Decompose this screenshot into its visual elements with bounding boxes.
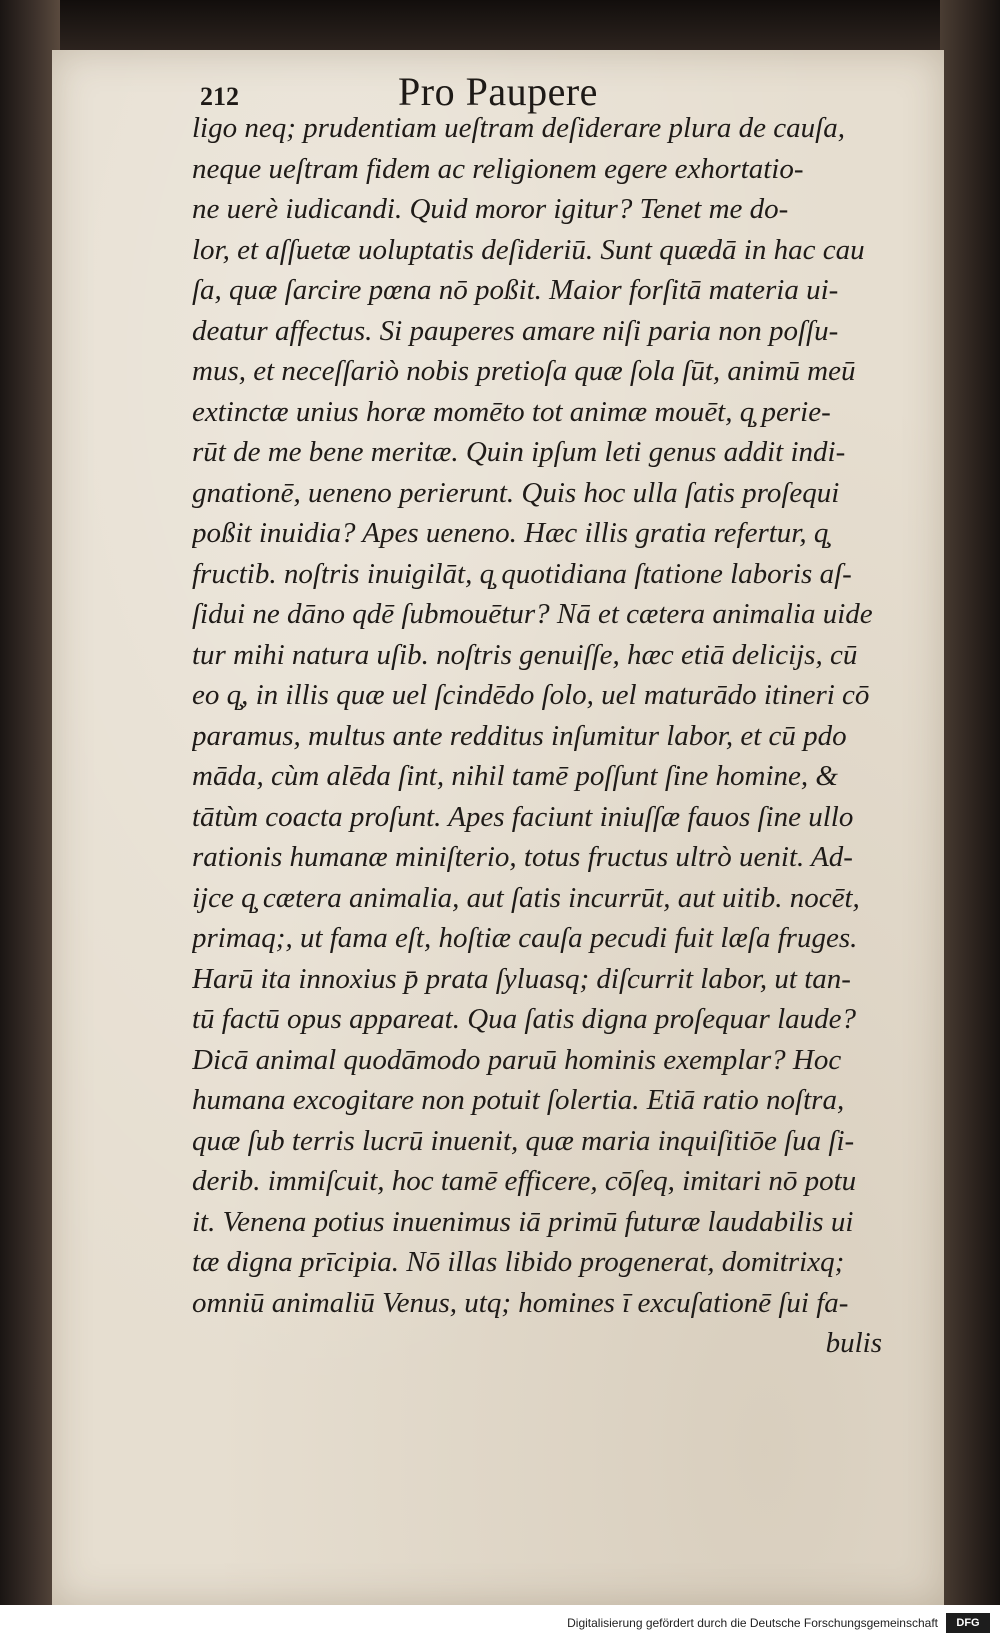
text-line: tātùm coacta proſunt. Apes faciunt iniuſſæ fauos ſine ullo bbox=[192, 800, 854, 833]
text-line: poßit inuidia? Apes ueneno. Hæc illis gratia refertur, q̧ bbox=[192, 517, 829, 549]
text-line: quæ ſub terris lucrū inuenit, quæ maria inquiſitiōe ſua ſi- bbox=[192, 1124, 855, 1157]
text-line: eo q̧, in illis quæ uel ſcindēdo ſolo, uel maturādo itineri cō bbox=[192, 679, 870, 711]
text-line: derib. immiſcuit, hoc tamē efficere, cōſeq, imitari nō potu bbox=[192, 1165, 857, 1197]
text-line: tū factū opus appareat. Qua ſatis digna proſequar laude? bbox=[192, 1003, 857, 1035]
book-edge-top bbox=[0, 0, 1000, 50]
dfg-logo: DFG bbox=[946, 1613, 990, 1633]
text-line: humana excogitare non potuit ſolertia. Etiā ratio noſtra, bbox=[192, 1084, 845, 1116]
text-line: ligo neq; prudentiam ueſtram deſiderare plura de cauſa, bbox=[192, 112, 845, 144]
text-line: rationis humanæ miniſterio, totus fructus ultrò uenit. Ad- bbox=[192, 841, 853, 873]
text-line: māda, cùm alēda ſint, nihil tamē poſſunt ſine homine, & bbox=[192, 760, 838, 792]
text-line: gnationē, ueneno perierunt. Quis hoc ulla ſatis proſequi bbox=[192, 476, 840, 509]
text-line: it. Venena potius inuenimus iā primū futuræ laudabilis ui bbox=[192, 1205, 854, 1238]
text-line: lor, et aſſuetæ uoluptatis deſideriū. Sunt quædā in hac cau bbox=[192, 233, 865, 266]
text-line: deatur affectus. Si pauperes amare niſi paria non poſſu- bbox=[192, 314, 839, 347]
text-line: ſidui ne dāno qdē ſubmouētur? Nā et cætera animalia uide bbox=[192, 598, 873, 630]
text-line: Harū ita innoxius p̄ prata ſyluasq; diſcurrit labor, ut tan- bbox=[192, 962, 851, 995]
text-line: rūt de me bene meritæ. Quin ipſum leti genus addit indi- bbox=[192, 436, 846, 468]
text-line: fructib. noſtris inuigilāt, q̧ quotidiana ſtatione laboris aſ- bbox=[192, 557, 852, 590]
text-line: tur mihi natura uſib. noſtris genuiſſe, hæc etiā delicijs, cū bbox=[192, 638, 858, 671]
text-line: extinctæ unius horæ momēto tot animæ mouēt, q̧ perie- bbox=[192, 395, 831, 428]
digitization-footer bbox=[0, 1605, 1000, 1643]
running-head: Pro Paupere bbox=[398, 69, 598, 114]
text-line: Dicā animal quodāmodo paruū hominis exemplar? Hoc bbox=[192, 1043, 842, 1076]
text-line: primaq;, ut fama eſt, hoſtiæ cauſa pecudi fuit læſa fruges. bbox=[192, 922, 858, 954]
text-line: ne uerè iudicandi. Quid moror igitur? Tenet me do- bbox=[192, 193, 789, 225]
funding-credit: Digitalisierung gefördert durch die Deutsche Forschungsgemeinschaft bbox=[567, 1616, 938, 1630]
book-edge-right bbox=[940, 0, 1000, 1643]
text-line: omniū animaliū Venus, utq; homines ī excuſationē ſui fa- bbox=[192, 1286, 849, 1319]
text-line: neque ueſtram fidem ac religionem egere exhortatio- bbox=[192, 152, 804, 185]
text-line: ſa, quæ ſarcire pœna nō poßit. Maior forſitā materia ui- bbox=[192, 274, 839, 306]
text-line: tæ digna prīcipia. Nō illas libido progenerat, domitrixq; bbox=[192, 1246, 845, 1278]
catchword: bulis bbox=[825, 1327, 882, 1359]
text-line: paramus, multus ante redditus inſumitur labor, et cū pdo bbox=[192, 719, 847, 752]
text-line: mus, et neceſſariò nobis pretioſa quæ ſola ſūt, animū meū bbox=[192, 355, 856, 387]
text-line: ijce q̧ cætera animalia, aut ſatis incurrūt, aut uitib. nocēt, bbox=[192, 881, 860, 914]
page-number: 212 bbox=[200, 82, 239, 111]
text-block bbox=[192, 108, 882, 1364]
book-edge-left bbox=[0, 0, 60, 1643]
